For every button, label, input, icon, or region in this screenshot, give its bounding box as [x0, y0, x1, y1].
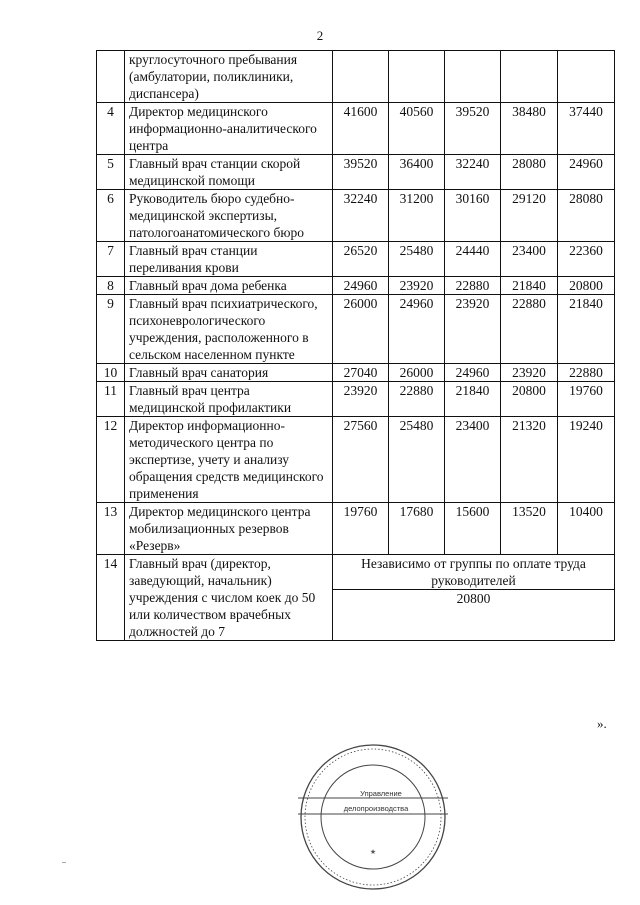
scan-speck [62, 862, 66, 863]
table-row [97, 417, 615, 503]
position-name: Главный врач станции переливания крови [125, 242, 333, 277]
salary-value-group-5: 20800 [558, 277, 615, 295]
row-number: 10 [97, 364, 125, 382]
salary-value-group-1: 32240 [333, 190, 389, 242]
salary-value-group-2 [389, 51, 445, 103]
table-row [97, 382, 615, 417]
salary-value-group-3: 23400 [445, 417, 501, 503]
salary-value-group-1: 39520 [333, 155, 389, 190]
position-name: Главный врач (директор, заведующий, начальник) учреждения с числом коек до 50 или количеством врачебных должностей до 7 [125, 555, 333, 641]
salary-table [96, 50, 615, 641]
row-number: 5 [97, 155, 125, 190]
salary-value-group-5: 19240 [558, 417, 615, 503]
table-row [97, 242, 615, 277]
salary-value-group-2: 17680 [389, 503, 445, 555]
salary-value-group-1: 24960 [333, 277, 389, 295]
salary-value-group-4: 28080 [501, 155, 558, 190]
row-number: 11 [97, 382, 125, 417]
closing-quote: ». [597, 716, 607, 731]
salary-value-group-2: 40560 [389, 103, 445, 155]
position-name: Главный врач дома ребенка [125, 277, 333, 295]
position-name: Директор медицинского центра мобилизационных резервов «Резерв» [125, 503, 333, 555]
salary-value-group-2: 25480 [389, 417, 445, 503]
salary-value-group-1: 23920 [333, 382, 389, 417]
salary-value-group-3: 24960 [445, 364, 501, 382]
position-name: Главный врач психиатрического, психоневрологического учреждения, расположенного в сельском населенном пункте [125, 295, 333, 364]
salary-value-group-3: 21840 [445, 382, 501, 417]
position-name: Главный врач санатория [125, 364, 333, 382]
row-number: 14 [97, 555, 125, 641]
row-number: 8 [97, 277, 125, 295]
salary-value-group-4: 21840 [501, 277, 558, 295]
merged-value-cell: 20800 [333, 590, 615, 641]
stamp-text-line2: делопроизводства [343, 804, 409, 813]
position-name: круглосуточного пребывания (амбулатории, поликлиники, диспансера) [125, 51, 333, 103]
row-number: 4 [97, 103, 125, 155]
table-row [97, 503, 615, 555]
table-row-14 [97, 555, 615, 590]
table-row [97, 155, 615, 190]
table-row [97, 364, 615, 382]
merged-note-cell: Независимо от группы по оплате труда руководителей [333, 555, 615, 590]
salary-value-group-2: 36400 [389, 155, 445, 190]
table-row [97, 277, 615, 295]
salary-value-group-2: 31200 [389, 190, 445, 242]
salary-value-group-3: 22880 [445, 277, 501, 295]
salary-value-group-1 [333, 51, 389, 103]
salary-value-group-5: 28080 [558, 190, 615, 242]
salary-value-group-2: 23920 [389, 277, 445, 295]
salary-value-group-3: 32240 [445, 155, 501, 190]
salary-value-group-4: 22880 [501, 295, 558, 364]
salary-value-group-1: 19760 [333, 503, 389, 555]
salary-value-group-3: 15600 [445, 503, 501, 555]
table-row [97, 190, 615, 242]
salary-value-group-5 [558, 51, 615, 103]
salary-value-group-1: 26520 [333, 242, 389, 277]
salary-value-group-2: 26000 [389, 364, 445, 382]
position-name: Директор медицинского информационно-аналитического центра [125, 103, 333, 155]
salary-value-group-1: 27040 [333, 364, 389, 382]
row-number: 12 [97, 417, 125, 503]
salary-value-group-2: 24960 [389, 295, 445, 364]
salary-value-group-4 [501, 51, 558, 103]
salary-value-group-3: 30160 [445, 190, 501, 242]
salary-value-group-3: 24440 [445, 242, 501, 277]
position-name: Главный врач станции скорой медицинской помощи [125, 155, 333, 190]
row-number: 7 [97, 242, 125, 277]
position-name: Директор информационно-методического центра по экспертизе, учету и анализу обращения средств медицинского применения [125, 417, 333, 503]
table-row [97, 103, 615, 155]
table-row [97, 295, 615, 364]
salary-value-group-2: 22880 [389, 382, 445, 417]
salary-value-group-3: 39520 [445, 103, 501, 155]
salary-value-group-1: 27560 [333, 417, 389, 503]
salary-value-group-4: 38480 [501, 103, 558, 155]
stamp-star-icon: ★ [369, 849, 377, 856]
salary-value-group-5: 22880 [558, 364, 615, 382]
salary-value-group-4: 20800 [501, 382, 558, 417]
salary-value-group-5: 19760 [558, 382, 615, 417]
salary-value-group-1: 26000 [333, 295, 389, 364]
stamp-seal [298, 742, 448, 892]
salary-value-group-5: 10400 [558, 503, 615, 555]
salary-value-group-4: 23920 [501, 364, 558, 382]
salary-value-group-2: 25480 [389, 242, 445, 277]
salary-value-group-5: 21840 [558, 295, 615, 364]
row-number: 13 [97, 503, 125, 555]
salary-value-group-3 [445, 51, 501, 103]
salary-value-group-5: 24960 [558, 155, 615, 190]
table-row [97, 51, 615, 103]
position-name: Главный врач центра медицинской профилактики [125, 382, 333, 417]
salary-value-group-4: 13520 [501, 503, 558, 555]
row-number [97, 51, 125, 103]
position-name: Руководитель бюро судебно-медицинской экспертизы, патологоанатомического бюро [125, 190, 333, 242]
salary-value-group-5: 22360 [558, 242, 615, 277]
salary-value-group-4: 29120 [501, 190, 558, 242]
page-number: 2 [316, 28, 324, 43]
row-number: 6 [97, 190, 125, 242]
salary-value-group-4: 23400 [501, 242, 558, 277]
salary-value-group-1: 41600 [333, 103, 389, 155]
salary-value-group-5: 37440 [558, 103, 615, 155]
row-number: 9 [97, 295, 125, 364]
salary-value-group-3: 23920 [445, 295, 501, 364]
table-body [97, 51, 615, 641]
stamp-text-line1: Управление [360, 789, 402, 798]
salary-value-group-4: 21320 [501, 417, 558, 503]
